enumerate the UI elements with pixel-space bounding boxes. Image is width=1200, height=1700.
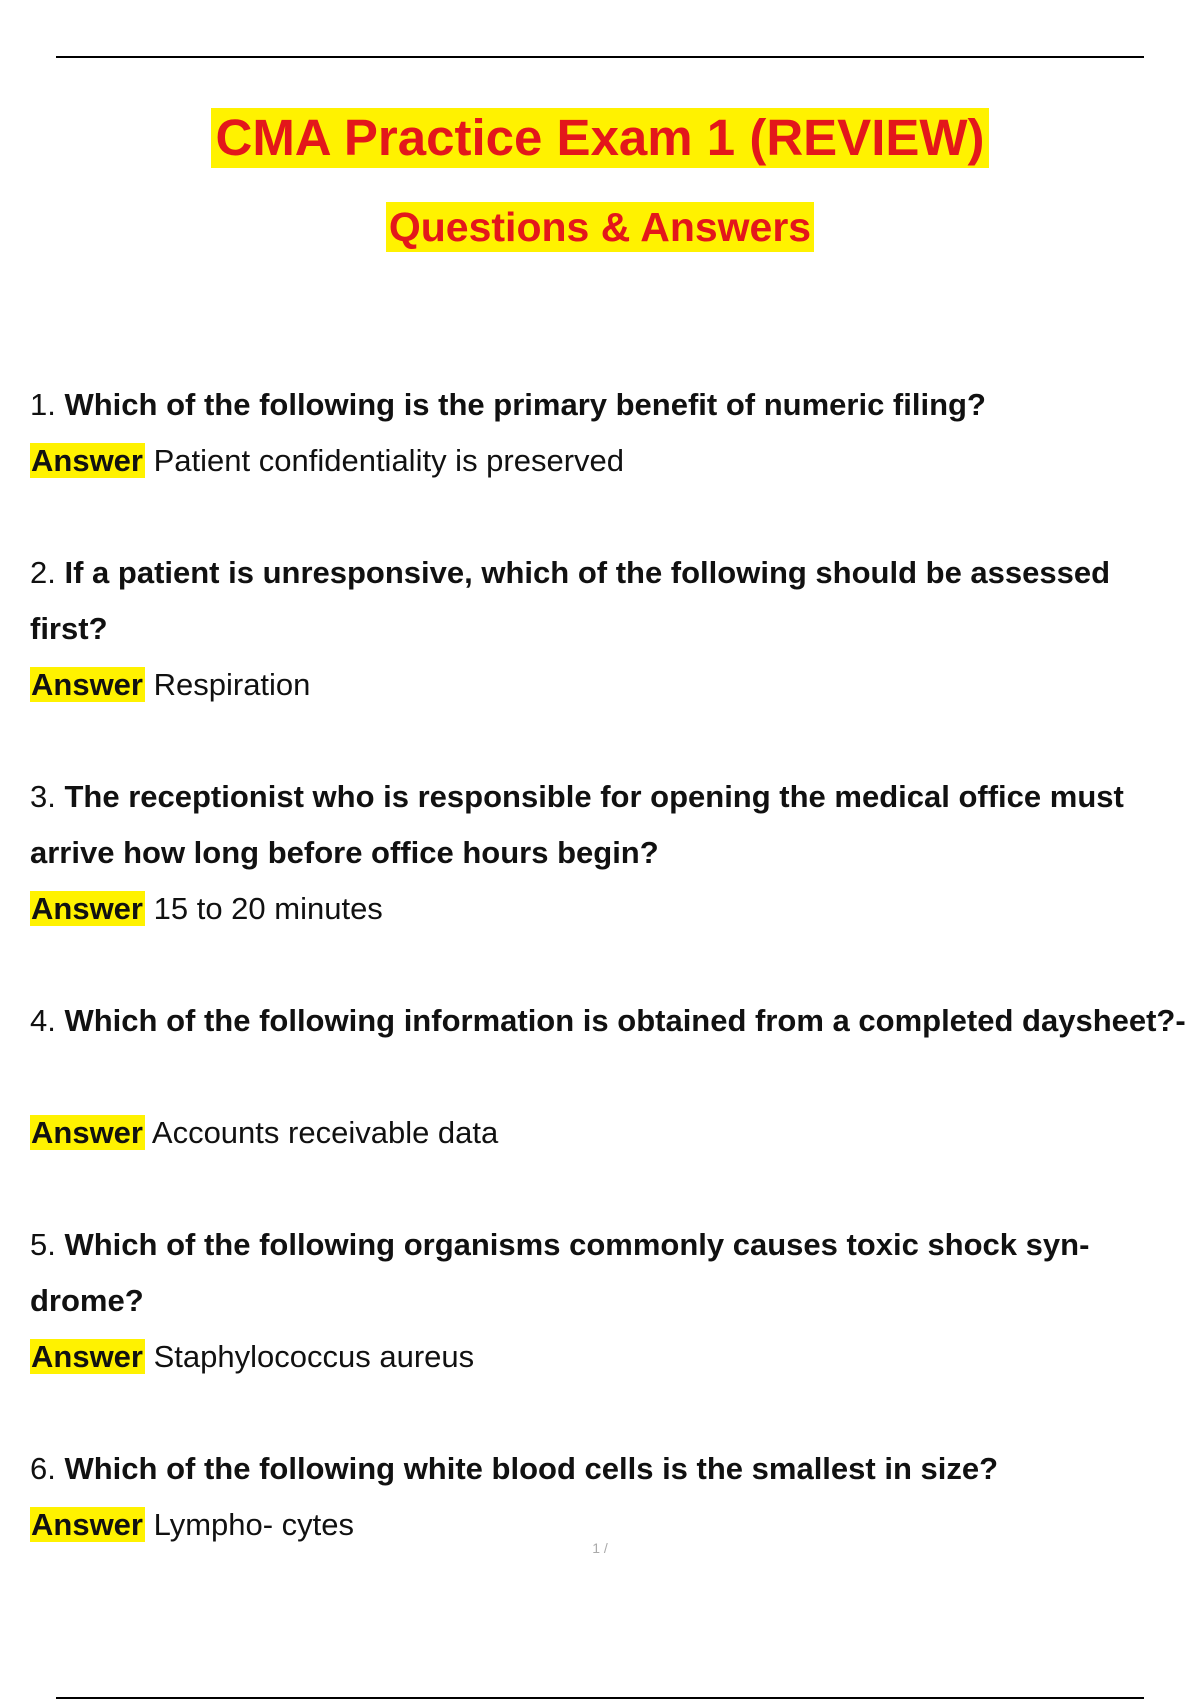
question-line: Which of the following organisms commonly causes toxic shock syn- <box>64 1227 1090 1262</box>
bottom-rule <box>56 1697 1144 1699</box>
question-number: 3. <box>30 779 56 814</box>
question-text <box>30 1441 1190 1497</box>
answer-label: Answer <box>31 443 143 478</box>
question-item-6 <box>30 1441 1190 1553</box>
answer-text: Patient confidentiality is preserved <box>153 443 625 478</box>
question-number: 6. <box>30 1451 56 1486</box>
question-text <box>30 377 1190 433</box>
answer-label: Answer <box>31 1115 143 1150</box>
answer-text: 15 to 20 minutes <box>153 891 383 926</box>
question-number: 5. <box>30 1227 56 1262</box>
answer-label: Answer <box>31 667 143 702</box>
answer-row <box>30 1105 1190 1161</box>
answer-label: Answer <box>31 1507 143 1542</box>
document-subtitle: Questions & Answers <box>386 202 814 252</box>
answer-text: Respiration <box>153 667 311 702</box>
question-line: If a patient is unresponsive, which of the following should be assessed <box>64 555 1111 590</box>
question-line: Which of the following is the primary benefit of numeric filing? <box>64 387 986 422</box>
question-line: arrive how long before office hours begin? <box>30 835 659 870</box>
answer-row <box>30 1329 1190 1385</box>
question-line: drome? <box>30 1283 144 1318</box>
answer-text: Lympho- cytes <box>153 1507 355 1542</box>
answer-row <box>30 657 1190 713</box>
top-rule <box>56 56 1144 58</box>
answer-row <box>30 433 1190 489</box>
page-number: 1 / <box>592 1540 608 1556</box>
document-title: CMA Practice Exam 1 (REVIEW) <box>211 108 988 168</box>
question-item-5 <box>30 1217 1190 1385</box>
question-list <box>30 377 1190 1553</box>
answer-text: Staphylococcus aureus <box>153 1339 475 1374</box>
question-number: 2. <box>30 555 56 590</box>
question-item-3 <box>30 769 1190 937</box>
question-item-1 <box>30 377 1190 489</box>
question-text-continued <box>30 601 1190 657</box>
question-text <box>30 769 1190 825</box>
question-item-2 <box>30 545 1190 713</box>
question-item-4 <box>30 993 1190 1161</box>
question-number: 4. <box>30 1003 56 1038</box>
answer-label: Answer <box>31 891 143 926</box>
question-text <box>30 545 1190 601</box>
question-text <box>30 993 1190 1049</box>
question-text <box>30 1217 1190 1273</box>
question-text-continued <box>30 1273 1190 1329</box>
question-number: 1. <box>30 387 56 422</box>
answer-label: Answer <box>31 1339 143 1374</box>
answer-row <box>30 881 1190 937</box>
answer-text: Accounts receivable data <box>151 1115 499 1150</box>
question-line: The receptionist who is responsible for opening the medical office must <box>64 779 1124 814</box>
question-line: Which of the following white blood cells is the smallest in size? <box>64 1451 999 1486</box>
subtitle-block <box>0 202 1200 252</box>
question-line: first? <box>30 611 108 646</box>
question-line: Which of the following information is obtained from a completed daysheet?- <box>64 1003 1186 1038</box>
question-text-continued <box>30 825 1190 881</box>
title-block <box>0 108 1200 168</box>
